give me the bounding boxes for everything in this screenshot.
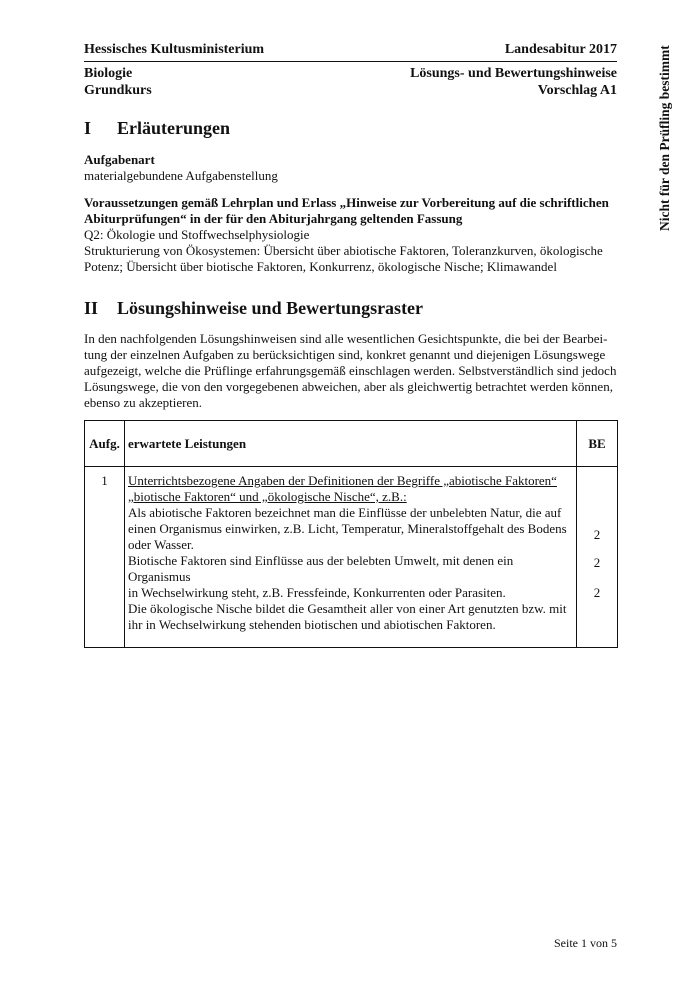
section-2-number: II — [84, 298, 99, 318]
points-cell — [577, 467, 618, 648]
task-type-value: materialgebundene Aufgabenstellung — [84, 168, 278, 183]
header-row-3 — [84, 83, 617, 99]
intro-line: aufgezeigt, welche die Prüflinge erfahrungsgemäß einschlagen werden. Selbstverständlich sind jedoch — [84, 363, 617, 378]
prerequisites-block — [84, 195, 617, 275]
intro-line: Lösungswege, die von den vorgegebenen abweichen, aber als gleichwertig betrachtet werden können, — [84, 379, 613, 394]
assessment-table — [84, 420, 618, 648]
proposal: Vorschlag A1 — [537, 83, 617, 98]
answer-line: Biotische Faktoren sind Einflüsse aus der belebten Umwelt, mit denen ein Organismus — [128, 553, 514, 584]
structure-line-2: Potenz; Übersicht über biotische Faktoren, Konkurrenz, ökologische Nische; Klimawandel — [84, 259, 557, 274]
task-number: 1 — [85, 467, 125, 648]
course: Grundkurs — [84, 83, 152, 98]
header-points: BE — [577, 421, 618, 467]
points-value: 2 — [593, 585, 601, 600]
header-top-row — [84, 42, 617, 58]
section-1-number: I — [84, 118, 92, 138]
section-2-intro — [84, 331, 617, 411]
answer-line: oder Wasser. — [128, 537, 194, 552]
prereq-line-1: Voraussetzungen gemäß Lehrplan und Erlass „Hinweise zur Vorbereitung auf die schriftlichen — [84, 195, 609, 210]
expected-answer — [125, 467, 577, 648]
answer-intro-line: Unterrichtsbezogene Angaben der Definitionen der Begriffe „abiotische Faktoren“ — [128, 473, 557, 488]
table-row — [85, 467, 618, 648]
answer-line: einen Organismus einwirken, z.B. Licht, Temperatur, Mineralstoffgehalt des Bodens — [128, 521, 567, 536]
answer-intro-line: „biotische Faktoren“ und „ökologische Nische“, z.B.: — [128, 489, 407, 504]
page-number: Seite 1 von 5 — [554, 936, 617, 950]
q2-topic: Q2: Ökologie und Stoffwechselphysiologie — [84, 227, 310, 242]
answer-line: Die ökologische Nische bildet die Gesamtheit aller von einer Art genutzten bzw. mit — [128, 601, 567, 616]
task-type-label: Aufgabenart — [84, 152, 155, 167]
header-rule — [84, 61, 617, 62]
doc-type: Lösungs- und Bewertungshinweise — [410, 66, 617, 81]
section-2-title: Lösungshinweise und Bewertungsraster — [117, 298, 424, 318]
task-type-block — [84, 152, 617, 184]
answer-line: Als abiotische Faktoren bezeichnet man die Einflüsse der unbelebten Natur, die auf — [128, 505, 562, 520]
answer-line: in Wechselwirkung steht, z.B. Fressfeinde, Konkurrenten oder Parasiten. — [128, 585, 506, 600]
subject: Biologie — [84, 66, 133, 81]
prereq-line-2: Abiturprüfungen“ in der für den Abiturjahrgang geltenden Fassung — [84, 211, 463, 226]
institution-name: Hessisches Kultusministerium — [84, 42, 265, 57]
section-1-heading — [84, 118, 230, 139]
answer-line: ihr in Wechselwirkung stehenden biotischen und abiotischen Faktoren. — [128, 617, 496, 632]
side-note: Nicht für den Prüfling bestimmt — [657, 45, 672, 231]
intro-line: In den nachfolgenden Lösungshinweisen sind alle wesentlichen Gesichtspunkte, die bei der Bearbei- — [84, 331, 608, 346]
exam-name: Landesabitur 2017 — [504, 42, 617, 57]
section-2-heading — [84, 298, 423, 319]
header-task: Aufg. — [85, 421, 125, 467]
header-row-2 — [84, 66, 617, 82]
section-1-title: Erläuterungen — [117, 118, 231, 138]
points-value: 2 — [593, 555, 601, 570]
table-header-row — [85, 421, 618, 467]
structure-line-1: Strukturierung von Ökosystemen: Übersicht über abiotische Faktoren, Toleranzkurven, ökologische — [84, 243, 603, 258]
header-expected: erwartete Leistungen — [125, 421, 577, 467]
intro-line: tung der einzelnen Aufgaben zu berücksichtigen sind, konkret genannt und diejenigen Lösungswege — [84, 347, 606, 362]
intro-line: ebenso zu akzeptieren. — [84, 395, 203, 410]
points-value: 2 — [593, 527, 601, 542]
